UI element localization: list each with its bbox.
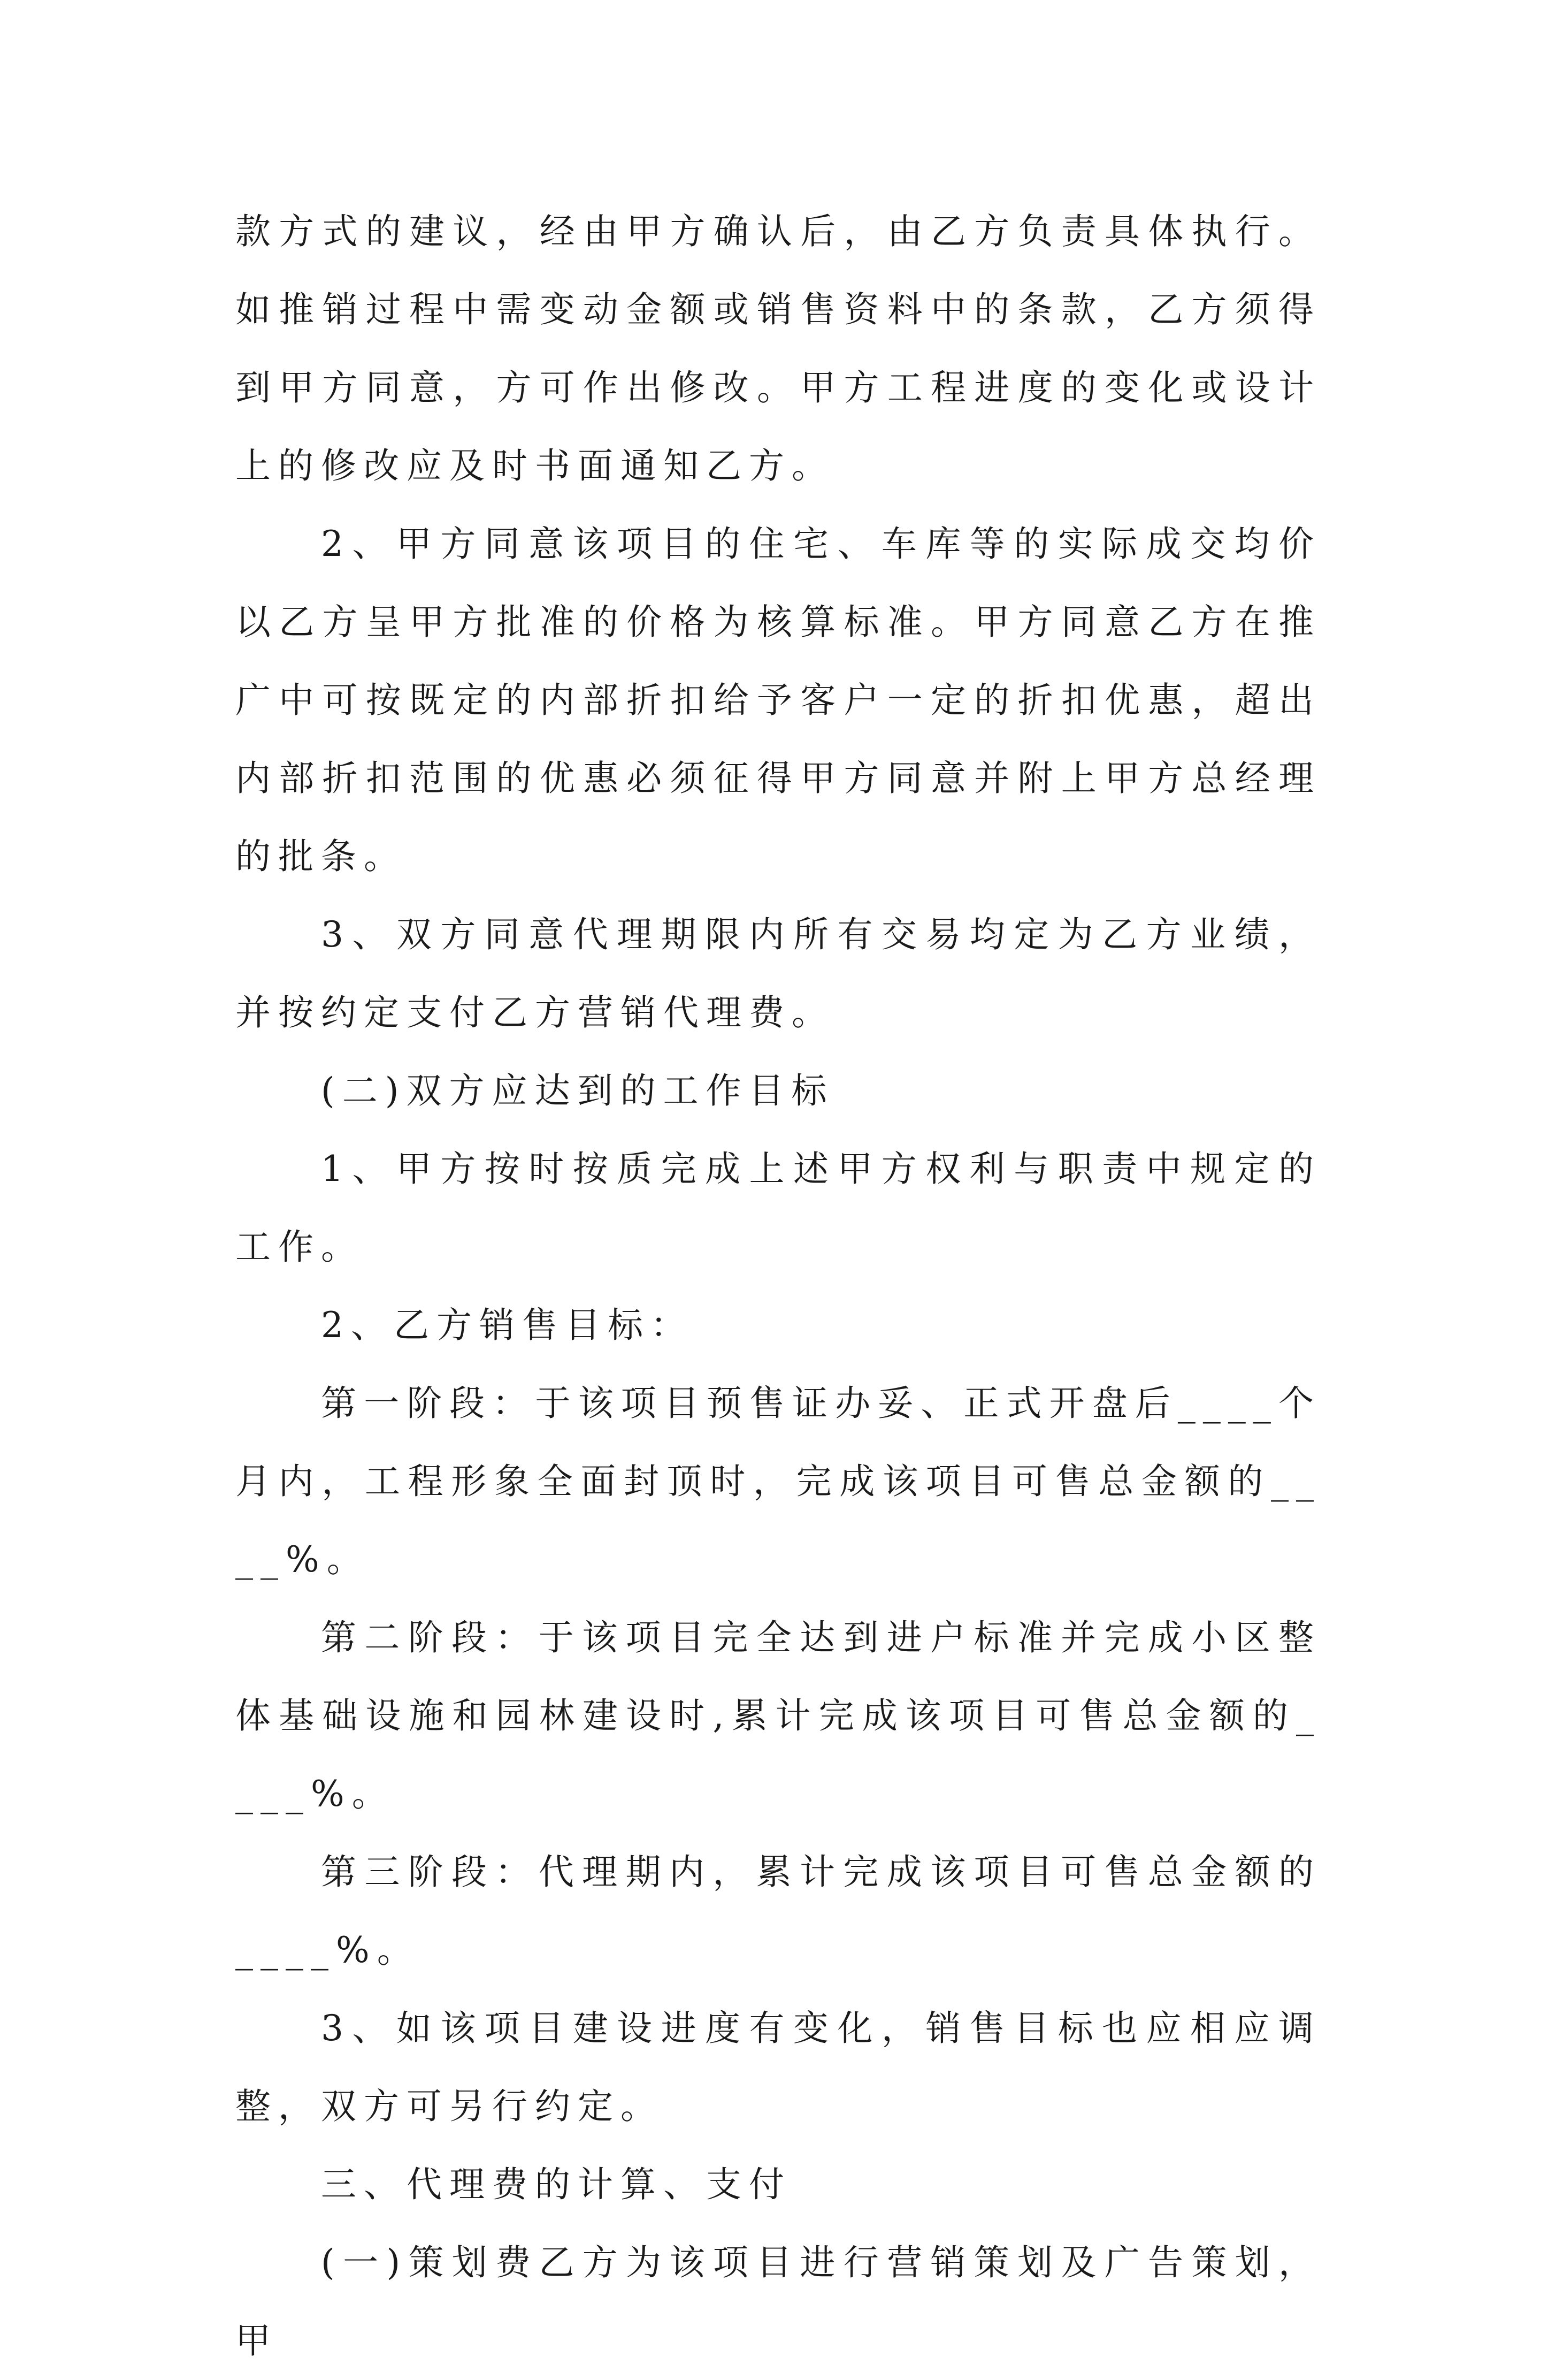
paragraph-performance-credit: 3、双方同意代理期限内所有交易均定为乙方业绩，并按约定支付乙方营销代理费。 bbox=[235, 914, 1321, 1033]
document-body bbox=[235, 193, 1321, 2380]
paragraph-sales-targets: 2、乙方销售目标： bbox=[321, 1305, 693, 1346]
paragraph-planning-fee: (一)策划费乙方为该项目进行营销策划及广告策划，甲 bbox=[235, 2242, 1321, 2361]
paragraph-payment-terms: 款方式的建议，经由甲方确认后，由乙方负责具体执行。如推销过程中需变动金额或销售资料中的条款，乙方须得到甲方同意，方可作出修改。甲方工程进度的变化或设计上的修改应及时书面通知乙方。 bbox=[235, 211, 1321, 486]
paragraph-price-standard: 2、甲方同意该项目的住宅、车库等的实际成交均价以乙方呈甲方批准的价格为核算标准。甲方同意乙方在推广中可按既定的内部折扣给予客户一定的折扣优惠，超出内部折扣范围的优惠必须征得甲方同意并附上甲方总经理的批条。 bbox=[235, 523, 1321, 877]
section-heading-agency-fee: 三、代理费的计算、支付 bbox=[321, 2164, 792, 2205]
paragraph-stage-two: 第二阶段：于该项目完全达到进户标准并完成小区整体基础设施和园林建设时,累计完成该项目可售总金额的____%。 bbox=[235, 1617, 1321, 1814]
paragraph-target-adjustment: 3、如该项目建设进度有变化，销售目标也应相应调整，双方可另行约定。 bbox=[235, 2008, 1321, 2127]
paragraph-stage-three: 第三阶段：代理期内，累计完成该项目可售总金额的____%。 bbox=[235, 1851, 1321, 1971]
section-heading-work-targets: (二)双方应达到的工作目标 bbox=[321, 1070, 834, 1111]
paragraph-stage-one: 第一阶段：于该项目预售证办妥、正式开盘后____个月内，工程形象全面封顶时，完成该项目可售总金额的____%。 bbox=[235, 1383, 1321, 1580]
paragraph-party-a-duty: 1、甲方按时按质完成上述甲方权利与职责中规定的工作。 bbox=[235, 1148, 1321, 1268]
